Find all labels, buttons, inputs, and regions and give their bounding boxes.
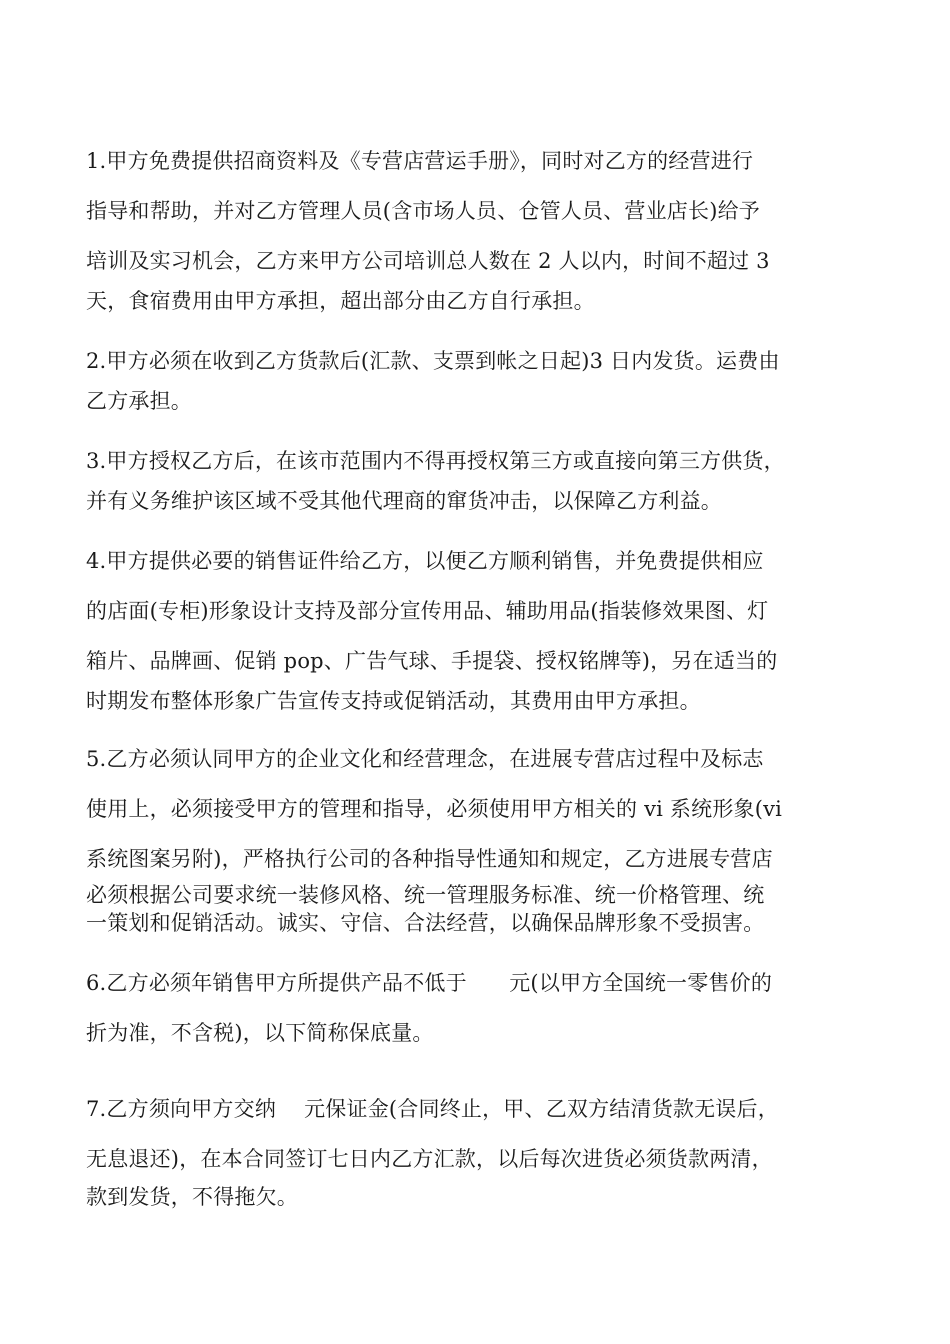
clause-line: 培训及实习机会，乙方来甲方公司培训总人数在 2 人以内，时间不超过 3 xyxy=(86,249,770,273)
clause-line: 款到发货，不得拖欠。 xyxy=(86,1185,298,1209)
clause-line: 并有义务维护该区域不受其他代理商的窜货冲击，以保障乙方利益。 xyxy=(86,489,722,513)
clause-line: 3.甲方授权乙方后，在该市范围内不得再授权第三方或直接向第三方供货， xyxy=(86,449,785,473)
clause-line: 必须根据公司要求统一装修风格、统一管理服务标准、统一价格管理、统 xyxy=(86,883,765,907)
clause-line: 4.甲方提供必要的销售证件给乙方，以便乙方顺利销售，并免费提供相应 xyxy=(86,549,764,573)
clause-line: 指导和帮助，并对乙方管理人员(含市场人员、仓管人员、营业店长)给予 xyxy=(86,199,760,223)
clause-line: 使用上，必须接受甲方的管理和指导，必须使用甲方相关的 vi 系统形象(vi xyxy=(86,797,783,821)
clause-line: 箱片、品牌画、促销 pop、广告气球、手提袋、授权铭牌等)，另在适当的 xyxy=(86,649,778,673)
clause-line: 6.乙方必须年销售甲方所提供产品不低于 元(以甲方全国统一零售价的 xyxy=(86,971,773,995)
clause-line: 一策划和促销活动。诚实、守信、合法经营，以确保品牌形象不受损害。 xyxy=(86,911,765,935)
clause-line: 5.乙方必须认同甲方的企业文化和经营理念，在进展专营店过程中及标志 xyxy=(86,747,764,771)
clause-line: 时期发布整体形象广告宣传支持或促销活动，其费用由甲方承担。 xyxy=(86,689,701,713)
clause-line: 天，食宿费用由甲方承担，超出部分由乙方自行承担。 xyxy=(86,289,595,313)
clause-line: 折为准，不含税)，以下简称保底量。 xyxy=(86,1021,434,1045)
clause-line: 乙方承担。 xyxy=(86,389,192,413)
clause-line: 的店面(专柜)形象设计支持及部分宣传用品、辅助用品(指装修效果图、灯 xyxy=(86,599,769,623)
clause-line: 2.甲方必须在收到乙方货款后(汇款、支票到帐之日起)3 日内发货。运费由 xyxy=(86,349,780,373)
clause-line: 1.甲方免费提供招商资料及《专营店营运手册》，同时对乙方的经营进行 xyxy=(86,149,754,173)
clause-line: 无息退还)，在本合同签订七日内乙方汇款，以后每次进货必须货款两清， xyxy=(86,1147,773,1171)
clause-line: 系统图案另附)，严格执行公司的各种指导性通知和规定，乙方进展专营店 xyxy=(86,847,773,871)
clause-line: 7.乙方须向甲方交纳 元保证金(合同终止，甲、乙双方结清货款无误后， xyxy=(86,1097,779,1121)
